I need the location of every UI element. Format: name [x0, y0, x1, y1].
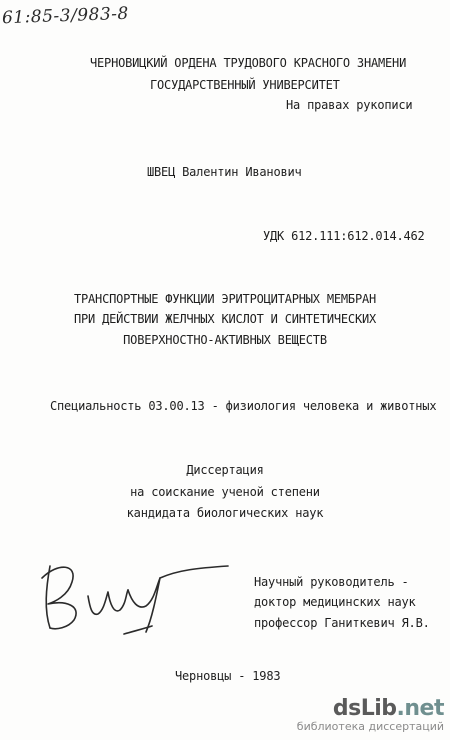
title-line-1: ТРАНСПОРТНЫЕ ФУНКЦИИ ЭРИТРОЦИТАРНЫХ МЕМБРАН [73, 292, 377, 306]
author-name: ШВЕЦ Валентин Иванович [147, 165, 302, 179]
udc-code: УДК 612.111:612.014.462 [263, 229, 425, 243]
signature-image [28, 548, 258, 638]
dslib-watermark [297, 698, 444, 734]
institution-line-2: ГОСУДАРСТВЕННЫЙ УНИВЕРСИТЕТ [150, 78, 340, 92]
supervisor-line-2: доктор медицинских наук [254, 595, 416, 609]
dslib-caption: библиотека диссертаций [296, 720, 444, 733]
institution-line-1: ЧЕРНОВИЦКИЙ ОРДЕНА ТРУДОВОГО КРАСНОГО ЗНАМЕНИ [90, 56, 407, 70]
manuscript-note: На правах рукописи [286, 98, 413, 112]
dissertation-line-1: Диссертация [186, 463, 264, 477]
title-line-3: ПОВЕРХНОСТНО-АКТИВНЫХ ВЕЩЕСТВ [123, 333, 327, 347]
specialty: Специальность 03.00.13 - физиология человека и животных [50, 399, 437, 413]
title-line-2: ПРИ ДЕЙСТВИИ ЖЕЛЧНЫХ КИСЛОТ И СИНТЕТИЧЕСКИХ [73, 312, 377, 326]
supervisor-line-1: Научный руководитель - [254, 575, 409, 589]
supervisor-line-3: профессор Ганиткевич Я.В. [254, 616, 430, 630]
city-year: Черновцы - 1983 [175, 669, 281, 683]
dissertation-line-3: кандидата биологических наук [126, 506, 324, 520]
dslib-logo: dsLib.net [332, 696, 444, 721]
archive-code: 61:85-3/983-8 [1, 3, 130, 29]
dissertation-line-2: на соискание ученой степени [130, 485, 320, 499]
